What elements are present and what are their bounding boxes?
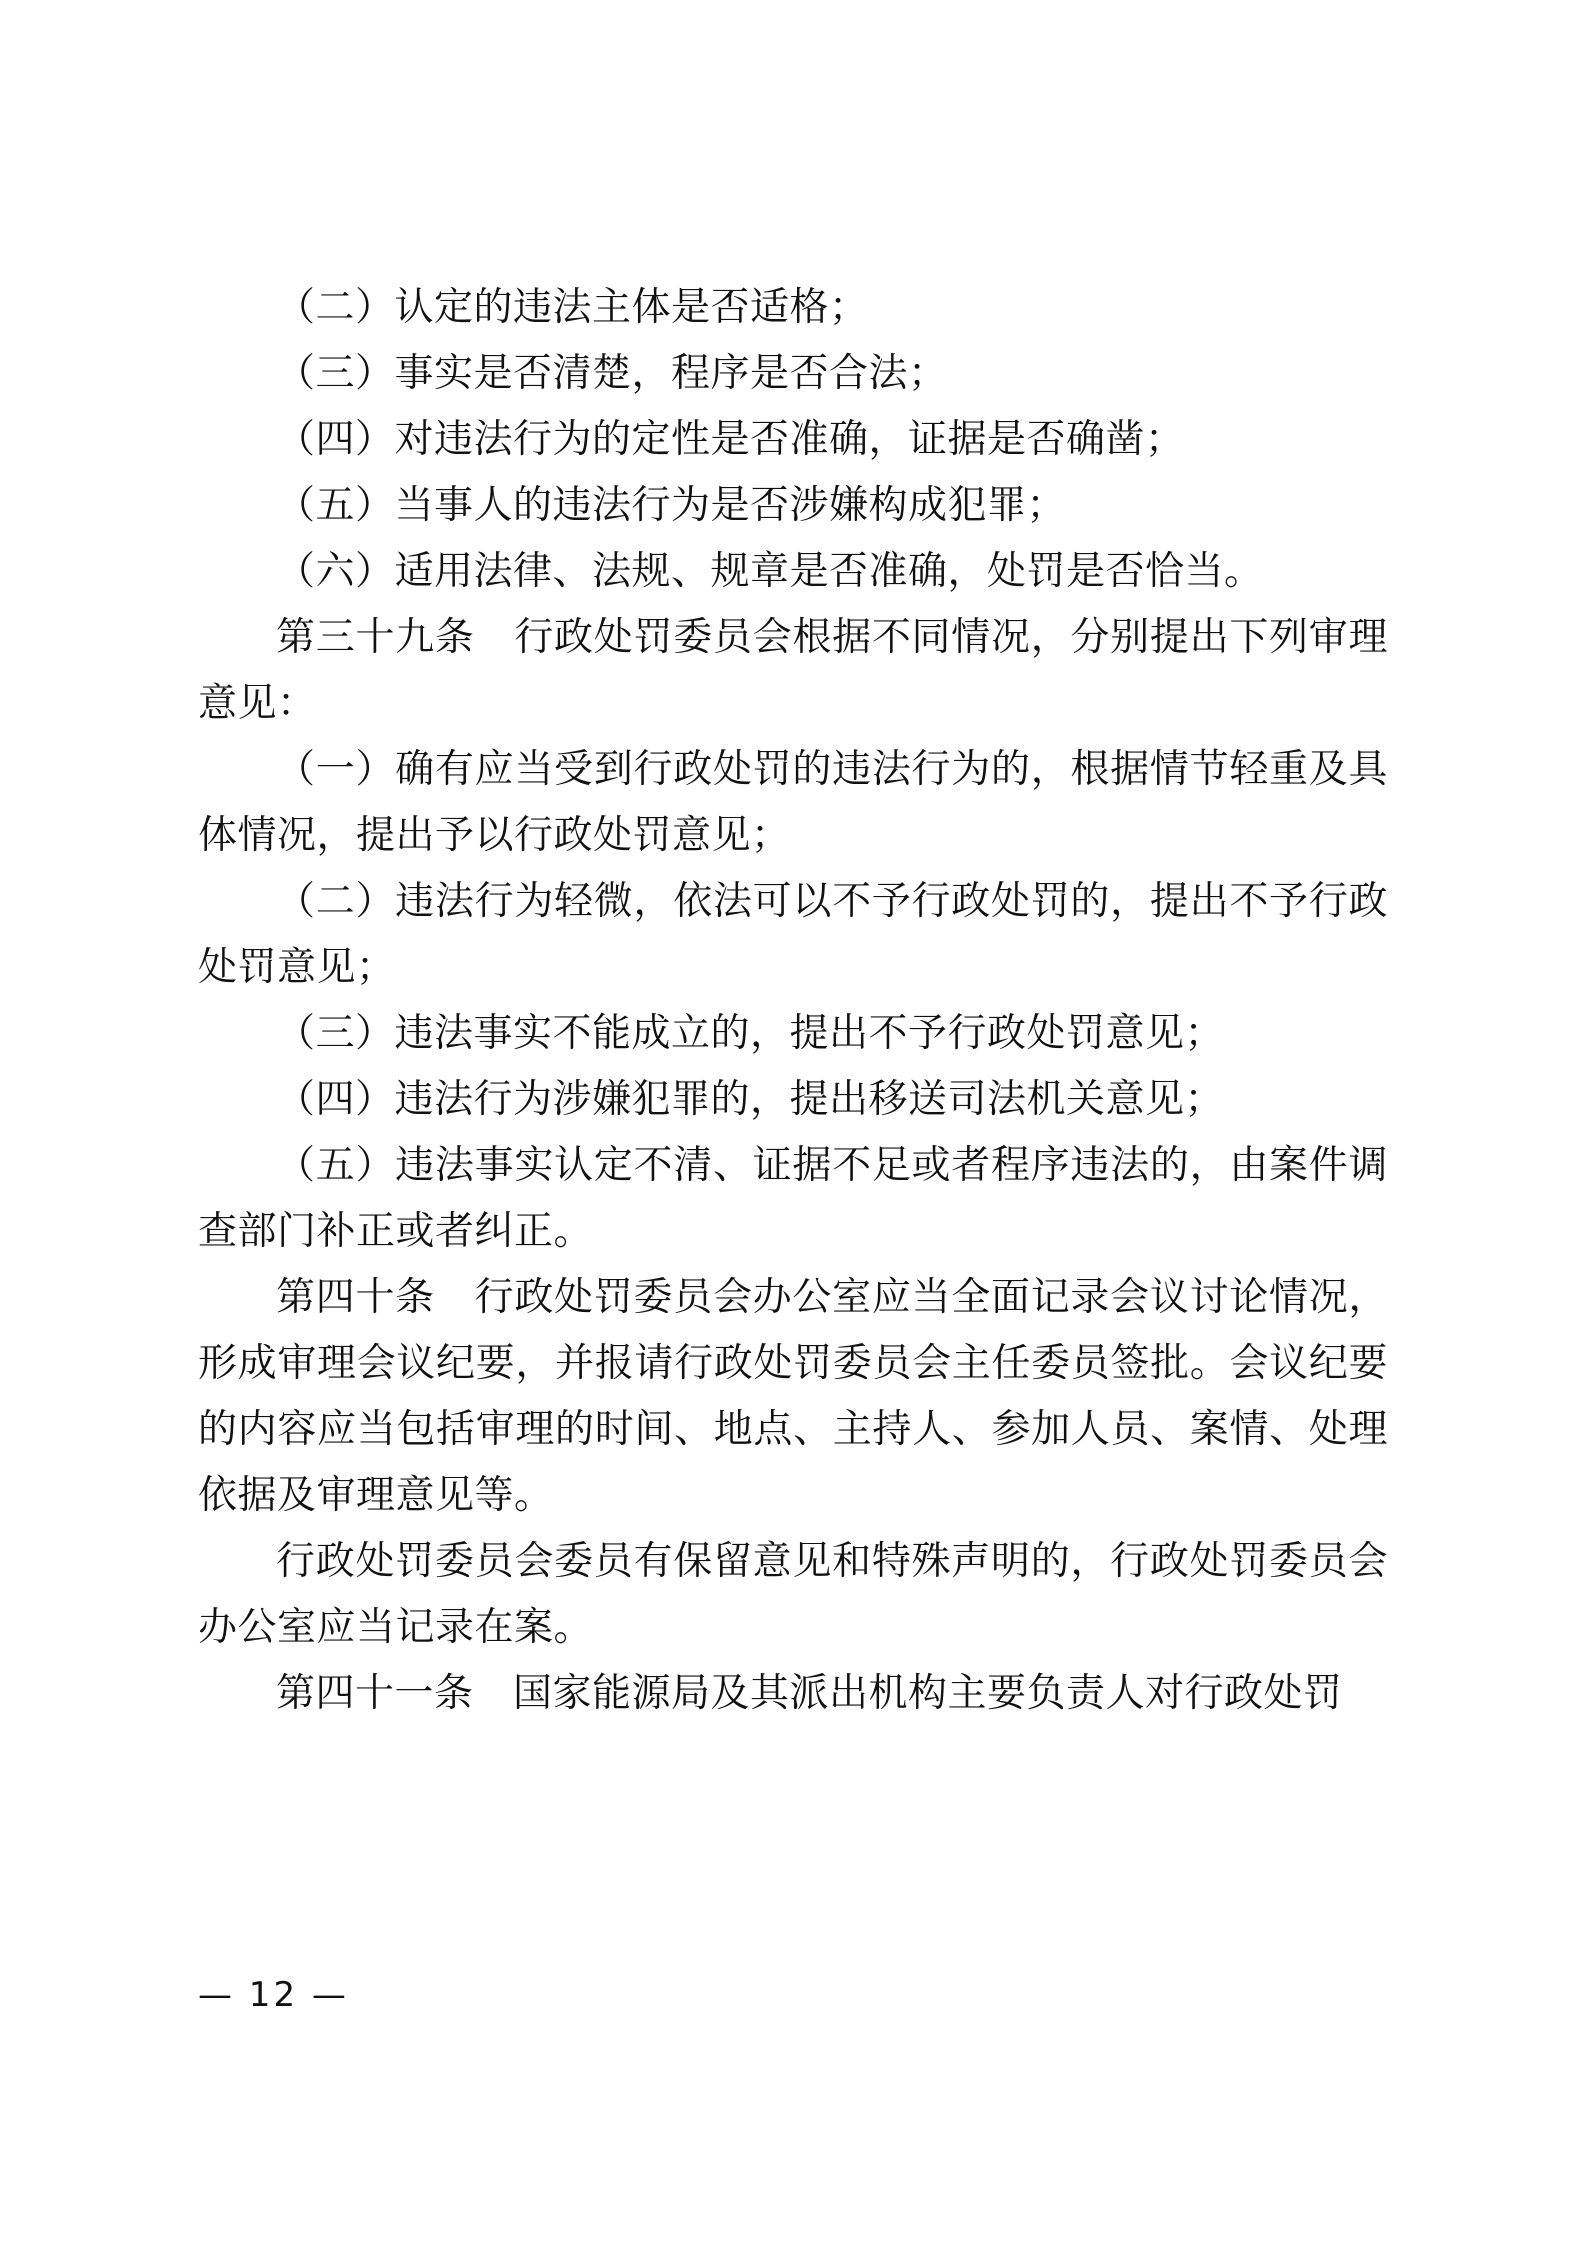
page-number: — 12 — (198, 1975, 349, 2015)
paragraph-article-39-item-5: （五）违法事实认定不清、证据不足或者程序违法的，由案件调查部门补正或者纠正。 (198, 1143, 1388, 1254)
paragraph-item-3: （三）事实是否清楚，程序是否合法； (276, 351, 948, 396)
paragraph-article-39: 第三十九条 行政处罚委员会根据不同情况，分别提出下列审理意见： (198, 615, 1388, 726)
paragraph-article-41: 第四十一条 国家能源局及其派出机构主要负责人对行政处罚 (276, 1671, 1343, 1716)
paragraph-item-4: （四）对违法行为的定性是否准确，证据是否确凿； (276, 417, 1185, 462)
paragraph-item-2: （二）认定的违法主体是否适格； (276, 285, 869, 330)
paragraph-article-39-item-3: （三）违法事实不能成立的，提出不予行政处罚意见； (276, 1011, 1225, 1056)
paragraph-article-40-para-2: 行政处罚委员会委员有保留意见和特殊声明的，行政处罚委员会办公室应当记录在案。 (198, 1539, 1388, 1650)
paragraph-article-39-item-4: （四）违法行为涉嫌犯罪的，提出移送司法机关意见； (276, 1077, 1225, 1122)
paragraph-item-6: （六）适用法律、法规、规章是否准确，处罚是否恰当。 (276, 549, 1264, 594)
paragraph-article-39-item-1: （一）确有应当受到行政处罚的违法行为的，根据情节轻重及具体情况，提出予以行政处罚意见； (198, 747, 1388, 858)
paragraph-article-40: 第四十条 行政处罚委员会办公室应当全面记录会议讨论情况，形成审理会议纪要，并报请行政处罚委员会主任委员签批。会议纪要的内容应当包括审理的时间、地点、主持人、参加人员、案情、处理依据及审理意见等。 (198, 1275, 1388, 1518)
paragraph-article-39-item-2: （二）违法行为轻微，依法可以不予行政处罚的，提出不予行政处罚意见； (198, 879, 1388, 990)
document-body (198, 275, 1388, 1727)
paragraph-item-5: （五）当事人的违法行为是否涉嫌构成犯罪； (276, 483, 1067, 528)
